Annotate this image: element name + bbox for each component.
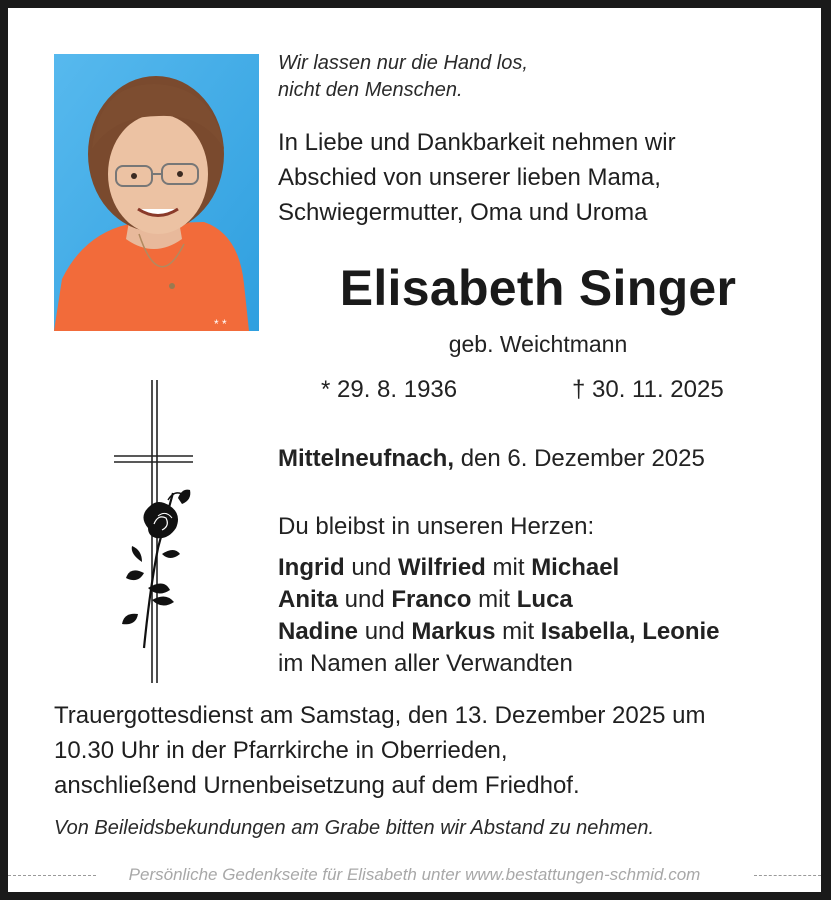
family-name: Isabella, Leonie: [540, 618, 720, 645]
family-row: [278, 584, 720, 616]
place-and-date: [278, 443, 705, 475]
family-joiner: und: [364, 618, 405, 645]
family-name: Wilfried: [398, 554, 486, 581]
memorial-page-link[interactable]: Persönliche Gedenkseite für Elisabeth unter www.bestattungen-schmid.com: [128, 865, 701, 884]
family-name: Luca: [516, 586, 573, 613]
cross-with-rose-icon: [108, 378, 208, 693]
quote-line-2: nicht den Menschen.: [278, 79, 463, 101]
service-line-2: 10.30 Uhr in der Pfarrkirche in Oberrieden,: [54, 737, 508, 764]
family-joiner: mit: [502, 618, 535, 645]
service-line-3: anschließend Urnenbeisetzung auf dem Friedhof.: [54, 772, 580, 799]
family-joiner: mit: [492, 554, 525, 581]
family-name: Nadine: [278, 618, 359, 645]
family-row: [278, 552, 720, 584]
death-date: † 30. 11. 2025: [572, 376, 724, 403]
birth-date: * 29. 8. 1936: [321, 376, 458, 403]
portrait-photo: [54, 54, 259, 331]
service-line-1: Trauergottesdienst am Samstag, den 13. Dezember 2025 um: [54, 702, 706, 729]
family-joiner: und: [344, 586, 385, 613]
funeral-service-text: [54, 698, 705, 803]
family-list: [278, 552, 720, 680]
place-date: den 6. Dezember 2025: [460, 445, 705, 472]
family-name: Ingrid: [278, 554, 345, 581]
deceased-name: Elisabeth Singer: [339, 260, 737, 316]
intro-line-3: Schwiegermutter, Oma und Uroma: [278, 199, 648, 226]
condolence-note: Von Beileidsbekundungen am Grabe bitten wir Abstand zu nehmen.: [54, 817, 655, 839]
family-name: Michael: [531, 554, 620, 581]
place-town: Mittelneufnach,: [278, 445, 455, 472]
family-name: Markus: [411, 618, 496, 645]
intro-text: [278, 125, 676, 230]
family-joiner: mit: [478, 586, 511, 613]
quote-line-1: Wir lassen nur die Hand los,: [278, 52, 528, 74]
birth-name: geb. Weichtmann: [448, 331, 628, 357]
obituary-card: [8, 8, 821, 892]
footer: [8, 862, 821, 888]
family-name: Franco: [391, 586, 472, 613]
family-row: [278, 616, 720, 648]
intro-line-2: Abschied von unserer lieben Mama,: [278, 164, 661, 191]
quote: [278, 50, 528, 104]
family-closing: im Namen aller Verwandten: [278, 650, 573, 677]
family-name: Anita: [278, 586, 338, 613]
remembrance-line: Du bleibst in unseren Herzen:: [278, 513, 595, 540]
family-joiner: und: [351, 554, 392, 581]
svg-text:* *: * *: [214, 317, 227, 331]
intro-line-1: In Liebe und Dankbarkeit nehmen wir: [278, 129, 676, 156]
